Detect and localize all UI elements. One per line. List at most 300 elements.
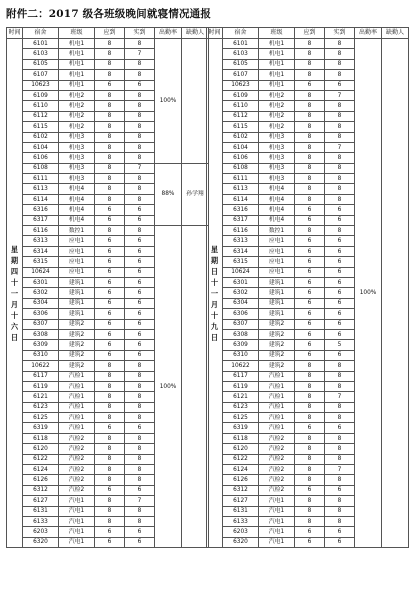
- present-cell: 8: [125, 39, 155, 49]
- dorm-cell: 6306: [23, 309, 59, 319]
- expected-cell: 6: [95, 205, 125, 215]
- expected-cell: 8: [295, 122, 325, 132]
- class-cell: 机电1: [259, 49, 295, 59]
- class-cell: 机电2: [259, 122, 295, 132]
- dorm-cell: 6124: [223, 465, 259, 475]
- header-row: [7, 28, 209, 39]
- class-cell: 汽检1: [59, 371, 95, 381]
- expected-cell: 8: [95, 402, 125, 412]
- class-cell: 机电1: [259, 80, 295, 90]
- dorm-cell: 10624: [23, 267, 59, 277]
- expected-cell: 6: [295, 309, 325, 319]
- class-cell: 应电1: [59, 267, 95, 277]
- present-cell: 6: [125, 298, 155, 308]
- expected-cell: 6: [295, 527, 325, 537]
- class-cell: 机电3: [259, 132, 295, 142]
- class-cell: 建筑2: [59, 329, 95, 339]
- expected-cell: 6: [95, 298, 125, 308]
- dorm-cell: 6112: [23, 111, 59, 121]
- class-cell: 机电3: [259, 153, 295, 163]
- class-cell: 汽电1: [259, 537, 295, 547]
- dorm-cell: 6203: [223, 527, 259, 537]
- present-cell: 6: [325, 309, 355, 319]
- dorm-cell: 6115: [23, 122, 59, 132]
- expected-cell: 8: [95, 70, 125, 80]
- dorm-cell: 6118: [23, 433, 59, 443]
- present-cell: 7: [325, 90, 355, 100]
- header-rate: 出勤率: [355, 28, 382, 39]
- dorm-cell: 6102: [23, 132, 59, 142]
- present-cell: 8: [325, 381, 355, 391]
- class-cell: 建筑1: [59, 298, 95, 308]
- expected-cell: 6: [295, 277, 325, 287]
- class-cell: 汽电1: [59, 496, 95, 506]
- dorm-cell: 6301: [23, 277, 59, 287]
- dorm-cell: 6313: [23, 236, 59, 246]
- class-cell: 建筑1: [259, 288, 295, 298]
- dorm-cell: 6116: [23, 226, 59, 236]
- class-cell: 应电1: [59, 236, 95, 246]
- present-cell: 6: [325, 298, 355, 308]
- class-cell: 机电4: [259, 184, 295, 194]
- expected-cell: 6: [95, 340, 125, 350]
- present-cell: 8: [125, 122, 155, 132]
- expected-cell: 8: [95, 465, 125, 475]
- expected-cell: 8: [95, 132, 125, 142]
- present-cell: 6: [125, 423, 155, 433]
- expected-cell: 6: [295, 236, 325, 246]
- present-cell: 6: [325, 537, 355, 547]
- class-cell: 建筑1: [59, 277, 95, 287]
- dorm-cell: 6115: [223, 122, 259, 132]
- class-cell: 汽电1: [59, 516, 95, 526]
- present-cell: 8: [125, 70, 155, 80]
- present-cell: 7: [125, 496, 155, 506]
- class-cell: 汽检1: [259, 413, 295, 423]
- present-cell: 6: [125, 309, 155, 319]
- class-cell: 汽检1: [259, 402, 295, 412]
- class-cell: 建筑2: [59, 319, 95, 329]
- expected-cell: 8: [295, 496, 325, 506]
- dorm-cell: 6101: [23, 39, 59, 49]
- dorm-cell: 6307: [23, 319, 59, 329]
- present-cell: 8: [325, 475, 355, 485]
- dorm-cell: 6314: [223, 246, 259, 256]
- present-cell: 8: [125, 153, 155, 163]
- class-cell: 汽检2: [59, 465, 95, 475]
- expected-cell: 6: [95, 215, 125, 225]
- header-absentee: 缺勤人: [182, 28, 209, 39]
- expected-cell: 6: [95, 537, 125, 547]
- class-cell: 应电1: [59, 257, 95, 267]
- expected-cell: 8: [295, 371, 325, 381]
- present-cell: 6: [325, 350, 355, 360]
- dorm-cell: 6119: [223, 381, 259, 391]
- present-cell: 6: [325, 329, 355, 339]
- present-cell: 6: [325, 80, 355, 90]
- expected-cell: 8: [295, 111, 325, 121]
- class-cell: 汽电1: [59, 537, 95, 547]
- expected-cell: 8: [95, 49, 125, 59]
- dorm-cell: 6119: [23, 381, 59, 391]
- expected-cell: 6: [95, 246, 125, 256]
- present-cell: 6: [325, 236, 355, 246]
- expected-cell: 8: [295, 194, 325, 204]
- class-cell: 建筑2: [259, 329, 295, 339]
- present-cell: 8: [325, 153, 355, 163]
- present-cell: 8: [125, 402, 155, 412]
- expected-cell: 8: [295, 101, 325, 111]
- expected-cell: 6: [295, 80, 325, 90]
- dorm-cell: 6111: [23, 174, 59, 184]
- class-cell: 汽检2: [259, 465, 295, 475]
- present-cell: 8: [325, 174, 355, 184]
- dorm-cell: 6131: [223, 506, 259, 516]
- expected-cell: 8: [295, 402, 325, 412]
- expected-cell: 6: [95, 257, 125, 267]
- header-expected: 应到: [295, 28, 325, 39]
- dorm-cell: 6320: [23, 537, 59, 547]
- expected-cell: 8: [295, 475, 325, 485]
- dorm-cell: 6123: [223, 402, 259, 412]
- expected-cell: 6: [295, 319, 325, 329]
- class-cell: 应电1: [259, 246, 295, 256]
- dorm-cell: 6120: [23, 444, 59, 454]
- present-cell: 6: [125, 215, 155, 225]
- header-present: 实到: [325, 28, 355, 39]
- class-cell: 数控1: [259, 226, 295, 236]
- present-cell: 6: [125, 246, 155, 256]
- dorm-cell: 6113: [23, 184, 59, 194]
- class-cell: 汽检1: [259, 423, 295, 433]
- class-cell: 建筑2: [259, 361, 295, 371]
- expected-cell: 8: [295, 465, 325, 475]
- expected-cell: 8: [295, 59, 325, 69]
- class-cell: 建筑1: [259, 298, 295, 308]
- dorm-cell: 6320: [223, 537, 259, 547]
- dorm-cell: 6127: [23, 496, 59, 506]
- class-cell: 建筑2: [259, 319, 295, 329]
- dorm-cell: 6120: [223, 444, 259, 454]
- present-cell: 6: [325, 257, 355, 267]
- expected-cell: 6: [295, 537, 325, 547]
- expected-cell: 8: [95, 39, 125, 49]
- dorm-cell: 6118: [223, 433, 259, 443]
- expected-cell: 8: [95, 174, 125, 184]
- expected-cell: 6: [295, 298, 325, 308]
- class-cell: 机电1: [59, 80, 95, 90]
- expected-cell: 8: [95, 475, 125, 485]
- dorm-cell: 6121: [23, 392, 59, 402]
- expected-cell: 8: [295, 142, 325, 152]
- class-cell: 汽检2: [59, 433, 95, 443]
- expected-cell: 8: [295, 226, 325, 236]
- class-cell: 机电4: [259, 215, 295, 225]
- dorm-cell: 6103: [223, 49, 259, 59]
- class-cell: 数控1: [59, 226, 95, 236]
- expected-cell: 8: [95, 226, 125, 236]
- expected-cell: 6: [295, 267, 325, 277]
- class-cell: 应电1: [259, 236, 295, 246]
- present-cell: 8: [325, 506, 355, 516]
- present-cell: 8: [325, 49, 355, 59]
- present-cell: 8: [125, 90, 155, 100]
- class-cell: 汽检1: [259, 392, 295, 402]
- class-cell: 应电1: [59, 246, 95, 256]
- dorm-cell: 6108: [23, 163, 59, 173]
- present-cell: 7: [125, 49, 155, 59]
- dorm-cell: 6109: [23, 90, 59, 100]
- present-cell: 8: [325, 122, 355, 132]
- present-cell: 8: [325, 361, 355, 371]
- class-cell: 机电1: [59, 59, 95, 69]
- expected-cell: 6: [295, 485, 325, 495]
- dorm-cell: 10622: [223, 361, 259, 371]
- expected-cell: 8: [95, 111, 125, 121]
- class-cell: 机电2: [259, 111, 295, 121]
- dorm-cell: 6104: [223, 142, 259, 152]
- class-cell: 机电2: [259, 101, 295, 111]
- present-cell: 8: [125, 381, 155, 391]
- header-class: 班级: [259, 28, 295, 39]
- expected-cell: 6: [95, 277, 125, 287]
- class-cell: 汽检2: [259, 444, 295, 454]
- present-cell: 6: [125, 257, 155, 267]
- class-cell: 汽电1: [259, 496, 295, 506]
- expected-cell: 6: [95, 423, 125, 433]
- dorm-cell: 6122: [23, 454, 59, 464]
- dorm-cell: 6302: [23, 288, 59, 298]
- class-cell: 汽电1: [59, 506, 95, 516]
- dorm-cell: 6117: [23, 371, 59, 381]
- time-cell: 星 期 日 十 一 月 十 九 日: [207, 39, 223, 548]
- expected-cell: 6: [295, 205, 325, 215]
- table-row: [7, 39, 209, 49]
- header-time: 时间: [207, 28, 223, 39]
- expected-cell: 8: [295, 49, 325, 59]
- dorm-cell: 6116: [223, 226, 259, 236]
- expected-cell: 8: [95, 496, 125, 506]
- expected-cell: 6: [295, 423, 325, 433]
- dorm-cell: 6109: [223, 90, 259, 100]
- expected-cell: 8: [295, 184, 325, 194]
- class-cell: 汽检1: [259, 371, 295, 381]
- dorm-cell: 6306: [223, 309, 259, 319]
- expected-cell: 8: [95, 361, 125, 371]
- class-cell: 应电1: [259, 267, 295, 277]
- expected-cell: 6: [295, 246, 325, 256]
- present-cell: 6: [125, 267, 155, 277]
- class-cell: 汽电1: [259, 506, 295, 516]
- expected-cell: 8: [95, 59, 125, 69]
- expected-cell: 8: [95, 122, 125, 132]
- expected-cell: 8: [95, 413, 125, 423]
- expected-cell: 8: [95, 153, 125, 163]
- present-cell: 8: [125, 361, 155, 371]
- header-absentee: 缺勤人: [382, 28, 409, 39]
- class-cell: 机电3: [259, 142, 295, 152]
- dorm-cell: 6309: [223, 340, 259, 350]
- present-cell: 6: [125, 288, 155, 298]
- present-cell: 8: [325, 454, 355, 464]
- dorm-cell: 6316: [23, 205, 59, 215]
- expected-cell: 8: [95, 433, 125, 443]
- dorm-cell: 6315: [23, 257, 59, 267]
- expected-cell: 6: [295, 350, 325, 360]
- dorm-cell: 6125: [23, 413, 59, 423]
- dorm-cell: 6106: [223, 153, 259, 163]
- header-expected: 应到: [95, 28, 125, 39]
- present-cell: 7: [325, 142, 355, 152]
- dorm-cell: 6319: [23, 423, 59, 433]
- class-cell: 机电4: [59, 194, 95, 204]
- present-cell: 8: [325, 433, 355, 443]
- class-cell: 建筑1: [259, 309, 295, 319]
- present-cell: 8: [125, 413, 155, 423]
- present-cell: 8: [325, 101, 355, 111]
- expected-cell: 6: [295, 340, 325, 350]
- dorm-cell: 6106: [23, 153, 59, 163]
- dorm-cell: 6105: [23, 59, 59, 69]
- present-cell: 6: [125, 350, 155, 360]
- dorm-cell: 6111: [223, 174, 259, 184]
- class-cell: 机电3: [59, 153, 95, 163]
- dorm-cell: 10623: [223, 80, 259, 90]
- class-cell: 机电2: [59, 90, 95, 100]
- dorm-cell: 6308: [223, 329, 259, 339]
- dorm-cell: 6308: [23, 329, 59, 339]
- expected-cell: 8: [295, 444, 325, 454]
- absentee-cell: [182, 39, 209, 164]
- present-cell: 8: [325, 194, 355, 204]
- dorm-cell: 6317: [23, 215, 59, 225]
- present-cell: 7: [325, 465, 355, 475]
- dorm-cell: 6131: [23, 506, 59, 516]
- dorm-cell: 6312: [223, 485, 259, 495]
- table-row: [7, 226, 209, 236]
- present-cell: 8: [125, 516, 155, 526]
- present-cell: 7: [325, 392, 355, 402]
- header-dorm: 宿舍: [223, 28, 259, 39]
- class-cell: 建筑1: [59, 288, 95, 298]
- present-cell: 6: [325, 485, 355, 495]
- expected-cell: 8: [95, 194, 125, 204]
- present-cell: 6: [325, 423, 355, 433]
- present-cell: 8: [125, 454, 155, 464]
- class-cell: 汽检1: [59, 381, 95, 391]
- class-cell: 汽检1: [259, 381, 295, 391]
- present-cell: 6: [125, 80, 155, 90]
- absentee-cell: [182, 226, 209, 548]
- expected-cell: 8: [295, 506, 325, 516]
- present-cell: 8: [325, 496, 355, 506]
- dorm-cell: 6126: [23, 475, 59, 485]
- expected-cell: 6: [95, 527, 125, 537]
- dorm-cell: 6108: [223, 163, 259, 173]
- dorm-cell: 10624: [223, 267, 259, 277]
- attendance-table-sunday: [206, 27, 409, 548]
- class-cell: 建筑2: [259, 340, 295, 350]
- rate-cell: 100%: [355, 39, 382, 548]
- present-cell: 8: [325, 111, 355, 121]
- expected-cell: 6: [295, 288, 325, 298]
- present-cell: 8: [125, 392, 155, 402]
- expected-cell: 6: [295, 257, 325, 267]
- class-cell: 机电1: [259, 70, 295, 80]
- dorm-cell: 6125: [223, 413, 259, 423]
- dorm-cell: 10623: [23, 80, 59, 90]
- present-cell: 8: [125, 194, 155, 204]
- expected-cell: 8: [95, 163, 125, 173]
- present-cell: 8: [325, 371, 355, 381]
- page-title: 附件二：2017 级各班级晚间就寝情况通报: [6, 8, 212, 20]
- present-cell: 6: [125, 527, 155, 537]
- header-class: 班级: [59, 28, 95, 39]
- expected-cell: 8: [295, 433, 325, 443]
- class-cell: 汽检2: [59, 444, 95, 454]
- dorm-cell: 6114: [223, 194, 259, 204]
- absentee-cell: 孙学翔: [182, 163, 209, 225]
- class-cell: 机电4: [259, 205, 295, 215]
- class-cell: 机电4: [59, 184, 95, 194]
- present-cell: 6: [125, 537, 155, 547]
- class-cell: 汽检2: [259, 475, 295, 485]
- header-dorm: 宿舍: [23, 28, 59, 39]
- expected-cell: 8: [95, 392, 125, 402]
- expected-cell: 8: [295, 174, 325, 184]
- present-cell: 6: [125, 205, 155, 215]
- class-cell: 机电3: [259, 174, 295, 184]
- expected-cell: 6: [95, 288, 125, 298]
- expected-cell: 8: [95, 142, 125, 152]
- dorm-cell: 6104: [23, 142, 59, 152]
- expected-cell: 8: [295, 361, 325, 371]
- class-cell: 机电3: [259, 163, 295, 173]
- class-cell: 汽检1: [59, 392, 95, 402]
- dorm-cell: 6110: [223, 101, 259, 111]
- dorm-cell: 10622: [23, 361, 59, 371]
- class-cell: 建筑1: [259, 277, 295, 287]
- present-cell: 8: [125, 101, 155, 111]
- class-cell: 汽检2: [59, 454, 95, 464]
- present-cell: 8: [325, 163, 355, 173]
- attendance-table-thursday: [6, 27, 209, 548]
- class-cell: 建筑2: [59, 361, 95, 371]
- present-cell: 8: [125, 59, 155, 69]
- header-rate: 出勤率: [155, 28, 182, 39]
- dorm-cell: 6112: [223, 111, 259, 121]
- dorm-cell: 6126: [223, 475, 259, 485]
- expected-cell: 8: [295, 392, 325, 402]
- class-cell: 汽检1: [59, 423, 95, 433]
- expected-cell: 6: [95, 236, 125, 246]
- expected-cell: 8: [295, 381, 325, 391]
- dorm-cell: 6114: [23, 194, 59, 204]
- expected-cell: 8: [95, 516, 125, 526]
- present-cell: 8: [325, 184, 355, 194]
- class-cell: 机电3: [59, 174, 95, 184]
- expected-cell: 8: [95, 506, 125, 516]
- expected-cell: 6: [95, 309, 125, 319]
- class-cell: 汽检2: [59, 485, 95, 495]
- dorm-cell: 6310: [223, 350, 259, 360]
- rate-cell: 100%: [155, 39, 182, 164]
- class-cell: 机电3: [59, 163, 95, 173]
- expected-cell: 6: [95, 267, 125, 277]
- present-cell: 8: [125, 433, 155, 443]
- header-present: 实到: [125, 28, 155, 39]
- class-cell: 机电3: [59, 132, 95, 142]
